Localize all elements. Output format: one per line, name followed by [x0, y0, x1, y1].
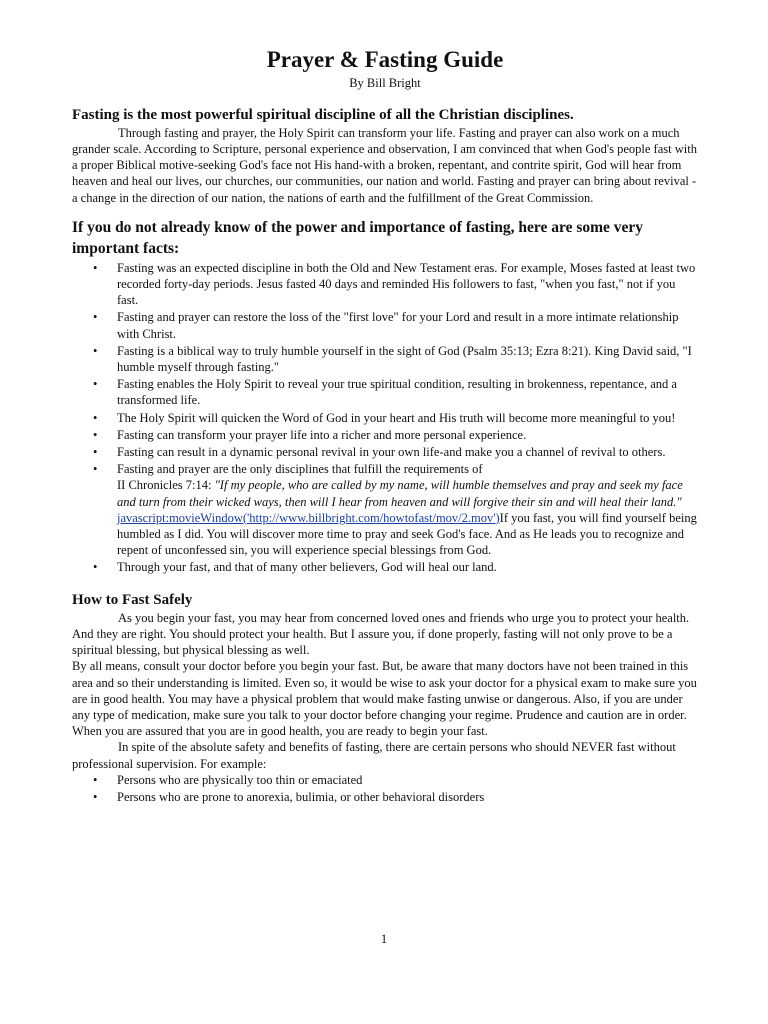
document-author: By Bill Bright	[349, 75, 421, 90]
document-title: Prayer & Fasting Guide	[266, 47, 504, 72]
bullet-icon: •	[93, 260, 98, 275]
scripture-quote: "If my people, who are called by my name, will humble themselves and pray and seek my face and turn from their wicked ways, then will I hear from heaven and will forgive their sin and will heal their land."	[117, 478, 683, 509]
chronicles-intro: Fasting and prayer are the only disciplines that fulfill the requirements of	[117, 462, 483, 477]
page-number: 1	[380, 932, 388, 946]
list-item	[93, 427, 698, 443]
list-item-text: Fasting is a biblical way to truly humble yourself in the sight of God (Psalm 35:13; Ezra 8:21). King David said, "I humble myself through fasting."	[117, 343, 692, 374]
chronicles-after-text: If you fast, you will find yourself being humbled as I did. You will discover more time to pray and seek God's face. And as He leads you to recognize and repent of unconfessed sin, you will experience special blessings from God.	[117, 510, 697, 558]
list-item-text: Fasting enables the Holy Spirit to reveal your true spiritual condition, resulting in brokenness, repentance, and a transformed life.	[117, 377, 677, 408]
bullet-icon: •	[93, 410, 98, 425]
list-item	[93, 789, 698, 805]
facts-list	[72, 260, 698, 576]
list-item	[93, 376, 698, 408]
list-item	[93, 559, 698, 575]
list-item-text: Through your fast, and that of many other believers, God will heal our land.	[117, 560, 497, 575]
list-item-text: Fasting was an expected discipline in both the Old and New Testament eras. For example, Moses fasted at least two recorded forty-day periods. Jesus fasted 40 days and reminded His followers to fast, "when you fast," not if you fast.	[117, 260, 696, 308]
list-item	[93, 260, 698, 309]
never-fast-list	[72, 772, 698, 805]
bullet-icon: •	[93, 444, 98, 459]
section-heading-powerful-discipline: Fasting is the most powerful spiritual discipline of all the Christian disciplines.	[72, 106, 574, 123]
list-item-text: The Holy Spirit will quicken the Word of God in your heart and His truth will become more meaningful to you!	[117, 410, 676, 425]
movie-window-link[interactable]: javascript:movieWindow('http://www.billbright.com/howtofast/mov/2.mov')	[117, 510, 500, 525]
list-item-chronicles	[93, 461, 698, 558]
intro-paragraph: Through fasting and prayer, the Holy Spirit can transform your life. Fasting and prayer can also work on a much grander scale. According to Scripture, personal experience and observation, I am convinced that when God's people fast with a proper Biblical motive-seeking God's face not His hand-with a broken, repentant, and contrite spirit, God will hear from heaven and heal our lives, our churches, our communities, our nation and world. Fasting and prayer can bring about revival - a change in the direction of our nation, the nations of earth and the fulfillment of the Great Commission.	[72, 125, 697, 205]
safety-paragraph-1: As you begin your fast, you may hear from concerned loved ones and friends who urge you to protect your health. And they are right. You should protect your health. But I assure you, if done properly, fasting will not only prove to be a spiritual blessing, but physical blessing as well.	[72, 610, 690, 658]
chronicles-reference: II Chronicles 7:14:	[117, 478, 215, 493]
bullet-icon: •	[93, 377, 98, 392]
bullet-icon: •	[93, 427, 98, 442]
safety-paragraph-2: By all means, consult your doctor before you begin your fast. But, be aware that many doctors have not been trained in this area and so their understanding is limited. Even so, it would be wise to ask your doctor for a physical exam to make sure you are in good health. You may have a physical problem that would make fasting unwise or dangerous. Also, if you are under any type of medication, make sure you talk to your doctor before changing your regime. Prudence and caution are in order.	[72, 659, 697, 723]
safety-paragraph-3: When you are assured that you are in good health, you are ready to begin your fast.	[72, 724, 488, 739]
bullet-icon: •	[93, 343, 98, 358]
section-heading-important-facts: If you do not already know of the power and importance of fasting, here are some very important facts:	[72, 218, 644, 257]
bullet-icon: •	[93, 560, 98, 575]
list-item	[93, 772, 698, 788]
list-item-text: Fasting and prayer can restore the loss of the "first love" for your Lord and result in a more intimate relationship with Christ.	[117, 310, 679, 341]
section-heading-fast-safely: How to Fast Safely	[72, 591, 193, 608]
list-item	[93, 343, 698, 375]
safety-paragraph-4: In spite of the absolute safety and benefits of fasting, there are certain persons who should NEVER fast without professional supervision. For example:	[72, 740, 676, 771]
list-item	[93, 309, 698, 341]
list-item	[93, 410, 698, 426]
bullet-icon: •	[93, 772, 98, 787]
bullet-icon: •	[93, 310, 98, 325]
bullet-icon: •	[93, 790, 98, 805]
list-item-text: Fasting can transform your prayer life into a richer and more personal experience.	[117, 427, 527, 442]
list-item-text: Fasting can result in a dynamic personal revival in your own life-and make you a channel of revival to others.	[117, 444, 666, 459]
bullet-icon: •	[93, 462, 98, 477]
list-item	[93, 444, 698, 460]
list-item-text: Persons who are physically too thin or emaciated	[117, 772, 363, 787]
list-item-text: Persons who are prone to anorexia, bulimia, or other behavioral disorders	[117, 790, 485, 805]
